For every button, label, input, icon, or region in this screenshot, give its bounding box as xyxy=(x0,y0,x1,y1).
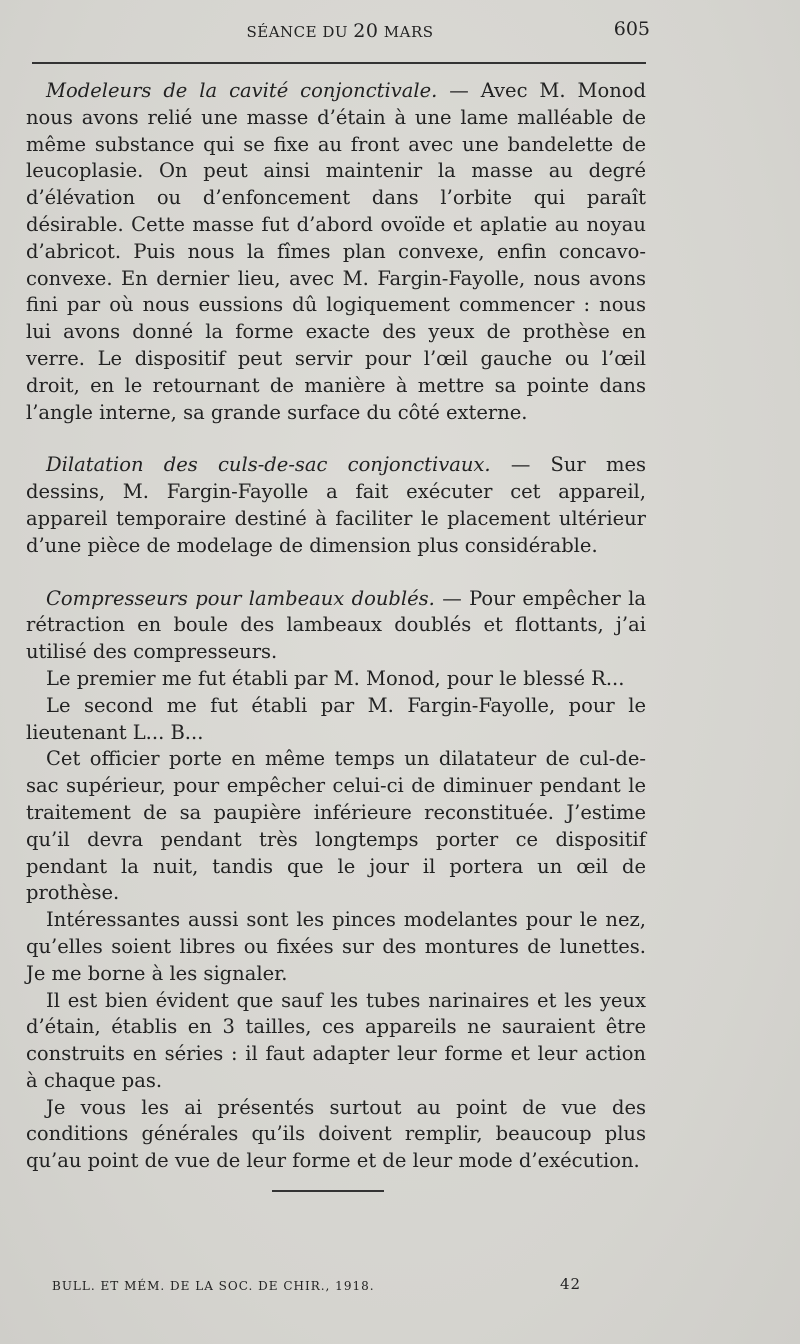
paragraph-pinces: Intéressantes aussi sont les pinces modelantes pour le nez, qu’elles soient libres ou fixées sur des montures de lunettes. Je me borne à les signaler. xyxy=(26,908,646,985)
paragraph-text: — Avec M. Monod nous avons relié une masse d’étain à une lame malléable de même substance qui se fixe au front avec une bandelette de leucoplasie. On peut ainsi maintenir la masse au degré d’élévation ou d’enfoncement dans l’orbite qui paraît désirable. Cette masse fut d’abord ovoïde et aplatie au noyau d’abricot. Puis nous la fîmes plan convexe, enfin concavo-convexe. En dernier lieu, avec M. Fargin-Fayolle, nous avons fini par où nous eussions dû logiquement commencer : nous lui avons donné la forme exacte des yeux de prothèse en verre. Le dispositif peut servir pour l’œil gauche ou l’œil droit, en le retournant de manière à mettre sa pointe dans l’angle interne, sa grande surface du côté externe. xyxy=(26,79,646,424)
header-rule xyxy=(32,62,646,64)
paragraph-officier: Cet officier porte en même temps un dilatateur de cul-de-sac supérieur, pour empêcher celui-ci de diminuer pendant le traitement de sa paupière inférieure reconstituée. J’estime qu’il devra pendant très longtemps porter ce dispositif pendant la nuit, tandis que le jour il portera un œil de prothèse. xyxy=(26,747,646,905)
running-head xyxy=(30,20,650,44)
paragraph-compresseurs xyxy=(26,586,646,666)
paragraph-second: Le second me fut établi par M. Fargin-Fayolle, pour le lieutenant L... B... xyxy=(26,693,646,744)
section-heading: Modeleurs de la cavité conjonctivale. xyxy=(46,79,438,102)
paragraph-dilatation xyxy=(26,452,646,559)
section-heading: Compresseurs pour lambeaux doublés. xyxy=(46,586,435,610)
paragraph-conclusion: Je vous les ai présentés surtout au point de vue des conditions générales qu’ils doivent remplir, beaucoup plus qu’au point de vue de leur forme et de leur mode d’exécution. xyxy=(26,1095,646,1173)
paragraph-premier: Le premier me fut établi par M. Monod, pour le blessé R... xyxy=(46,666,625,690)
signature-mark: 42 xyxy=(560,1275,582,1293)
paragraph-text: — Pour empêcher la rétraction en boule des lambeaux doublés et flottants, j’ai utilisé des compresseurs. xyxy=(26,586,646,664)
paragraph-text: — Sur mes dessins, M. Fargin-Fayolle a fait exécuter cet appareil, appareil temporaire destiné à faciliter le placement ultérieur d’une pièce de modelage de dimension plus considérable. xyxy=(26,453,646,557)
end-rule xyxy=(272,1190,384,1192)
paragraph-series: Il est bien évident que sauf les tubes narinaires et les yeux d’étain, établis en 3 tailles, ces appareils ne sauraient être construits en séries : il faut adapter leur forme et leur action à chaque pas. xyxy=(26,988,646,1092)
running-title-month: MARS xyxy=(383,23,434,41)
page-number: 605 xyxy=(613,18,650,40)
body-text xyxy=(26,78,646,1175)
running-title-prefix: SÉANCE DU xyxy=(246,23,349,41)
section-heading: Dilatation des culs-de-sac conjonctivaux. xyxy=(46,453,491,477)
footer xyxy=(52,1275,612,1297)
running-title xyxy=(30,20,650,42)
paragraph-modeleurs xyxy=(26,78,646,426)
footer-source: BULL. ET MÉM. DE LA SOC. DE CHIR., 1918. xyxy=(52,1279,375,1293)
running-title-day: 20 xyxy=(353,20,379,42)
